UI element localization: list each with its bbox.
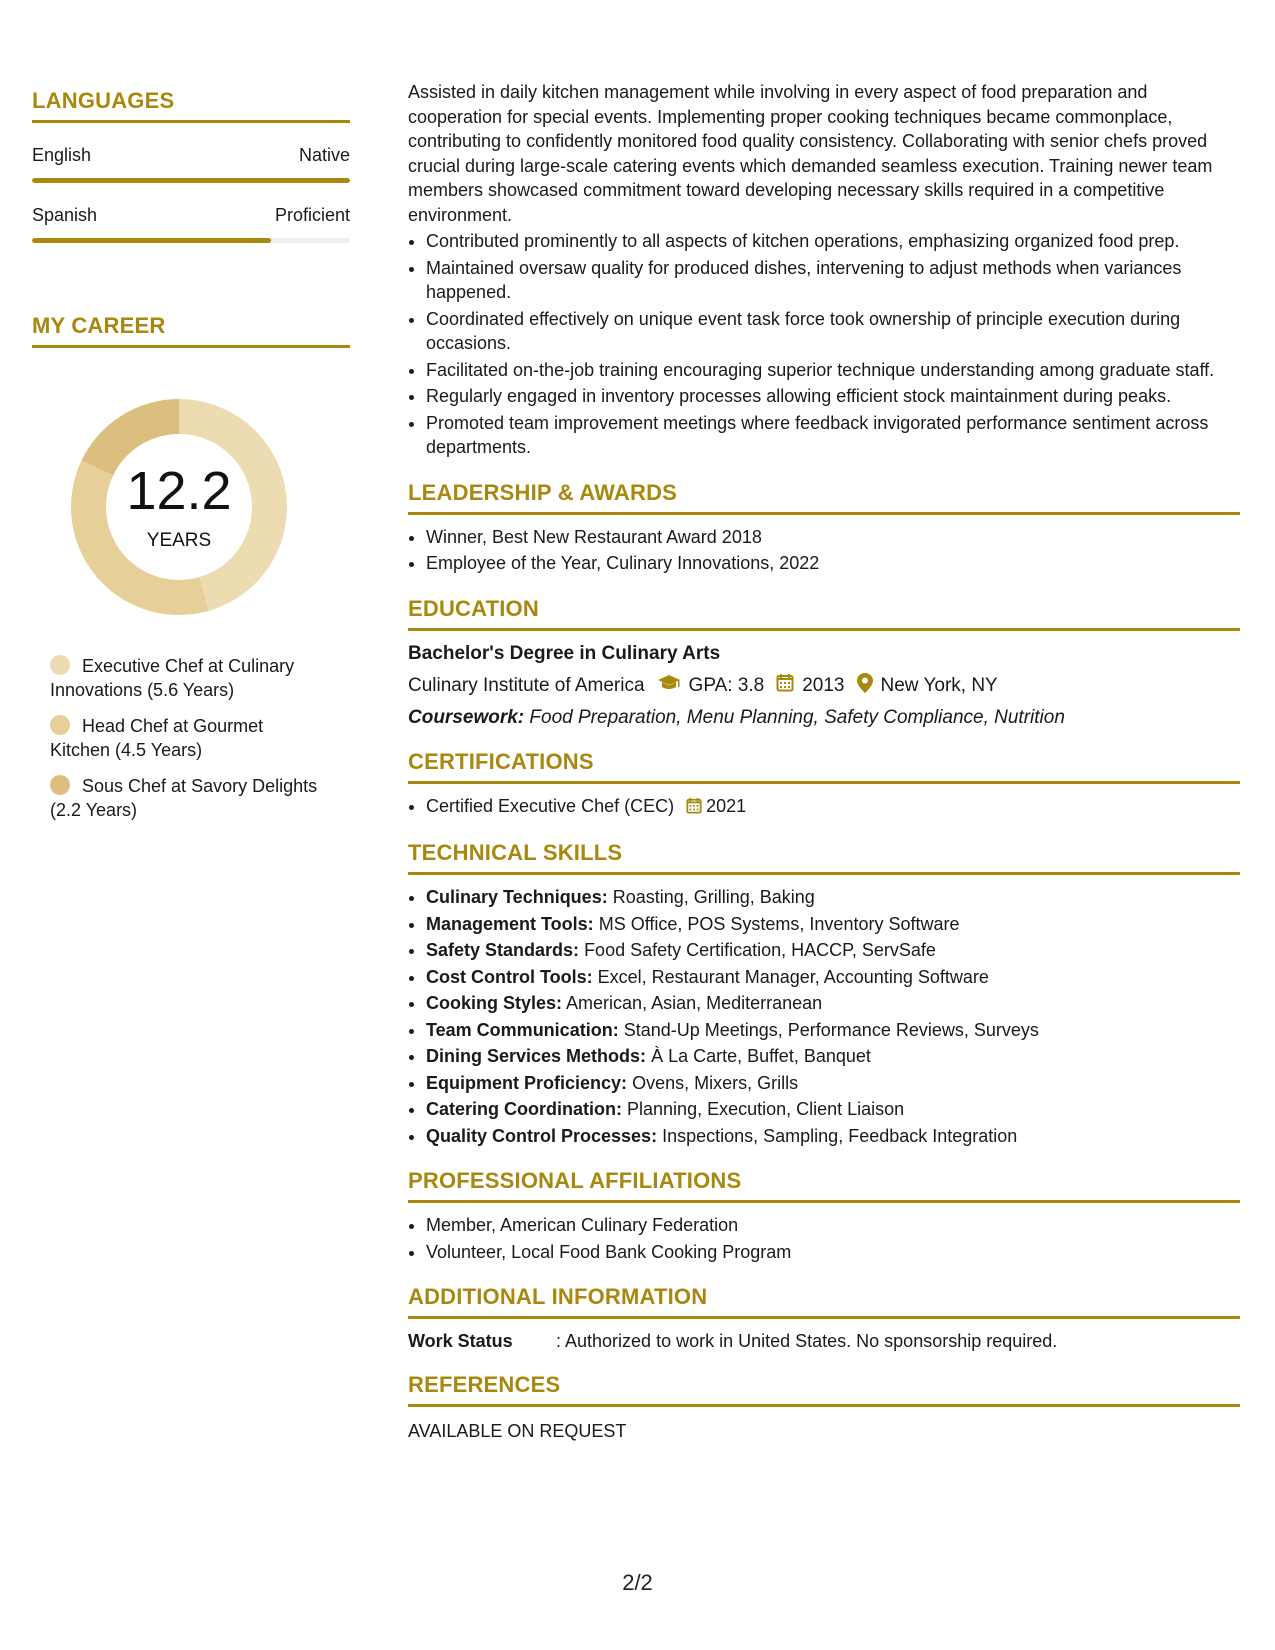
skill-item — [426, 1124, 1240, 1149]
affiliation-item: • Member, American Culinary Federation — [426, 1213, 1240, 1238]
career-legend — [50, 654, 350, 822]
experience-bullet: • Contributed prominently to all aspects of kitchen operations, emphasizing organized food prep. — [426, 229, 1240, 254]
skill-label: Cooking Styles: — [426, 993, 563, 1013]
certification-item — [426, 794, 1240, 821]
calendar-icon — [776, 673, 794, 698]
legend-dot-icon — [50, 715, 70, 735]
skill-item — [426, 1071, 1240, 1096]
award-item: • Winner, Best New Restaurant Award 2018 — [426, 525, 1240, 550]
skill-item — [426, 938, 1240, 963]
experience-bullet: • Regularly engaged in inventory processes allowing efficient stock maintainment during peaks. — [426, 384, 1240, 409]
references-section — [408, 1372, 1240, 1442]
skill-item — [426, 885, 1240, 910]
work-status-label: Work Status — [408, 1331, 513, 1351]
language-item — [32, 205, 350, 243]
language-name: English — [32, 145, 92, 165]
skill-value: À La Carte, Buffet, Banquet — [651, 1046, 871, 1066]
career-legend-label: Executive Chef at Culinary Innovations (5.6 Years) — [50, 656, 295, 700]
language-level: Native — [298, 145, 350, 165]
education-degree: Bachelor's Degree in Culinary Arts — [408, 642, 721, 664]
skill-label: Equipment Proficiency: — [426, 1072, 628, 1093]
career-legend-item — [50, 774, 320, 822]
leadership-heading: LEADERSHIP & AWARDS — [408, 480, 1240, 515]
skill-label: Management Tools: — [426, 913, 594, 934]
graduation-cap-icon — [657, 674, 681, 698]
skill-label: Culinary Techniques: — [426, 887, 608, 907]
experience-bullet: • Maintained oversaw quality for produced dishes, intervening to adjust methods when variances happened. — [426, 256, 1240, 305]
page-number: 2/2 — [622, 1570, 653, 1595]
award-item: • Employee of the Year, Culinary Innovations, 2022 — [426, 551, 1240, 576]
skill-label: Quality Control Processes: — [426, 1125, 658, 1146]
references-text: AVAILABLE ON REQUEST — [408, 1421, 627, 1441]
skill-item — [426, 1097, 1240, 1122]
work-status-value: : Authorized to work in United States. No sponsorship required. — [556, 1331, 1058, 1351]
language-proficiency-bar — [32, 178, 350, 183]
skill-item — [426, 1044, 1240, 1069]
technical-skills-heading: TECHNICAL SKILLS — [408, 840, 1240, 875]
skill-value: Ovens, Mixers, Grills — [632, 1072, 799, 1093]
affiliations-section — [408, 1168, 1240, 1264]
skill-label: Dining Services Methods: — [426, 1046, 647, 1066]
education-details — [408, 673, 1240, 699]
career-total-years: 12.2 — [126, 461, 232, 521]
skill-value: Food Safety Certification, HACCP, ServSafe — [584, 940, 936, 960]
skill-item — [426, 965, 1240, 990]
experience-summary: Assisted in daily kitchen management while involving in every aspect of food preparation and cooperation for special events. Implementing proper cooking techniques became commonplace, contributing to confidently monitored food quality consistency. Collaborating with senior chefs proved crucial during large-scale catering events which demanded seamless execution. Training newer team members showcased commitment toward developing necessary skills required in a competitive environment. — [408, 82, 1213, 225]
additional-info-section — [408, 1284, 1240, 1352]
calendar-icon — [686, 796, 702, 821]
affiliations-heading: PROFESSIONAL AFFILIATIONS — [408, 1168, 1240, 1203]
skill-item — [426, 991, 1240, 1016]
references-heading: REFERENCES — [408, 1372, 1240, 1407]
coursework-label: Coursework: — [408, 706, 525, 728]
language-level: Proficient — [274, 205, 350, 225]
skill-value: MS Office, POS Systems, Inventory Software — [598, 913, 960, 934]
education-coursework — [408, 707, 1240, 729]
skill-item — [426, 912, 1240, 937]
affiliation-item: • Volunteer, Local Food Bank Cooking Program — [426, 1240, 1240, 1265]
coursework-value: Food Preparation, Menu Planning, Safety Compliance, Nutrition — [529, 706, 1065, 728]
career-heading: MY CAREER — [32, 313, 350, 348]
certification-year: 2021 — [706, 795, 747, 816]
skill-label: Catering Coordination: — [426, 1099, 622, 1119]
location-pin-icon — [857, 673, 873, 699]
legend-dot-icon — [50, 775, 70, 795]
language-proficiency-fill — [32, 238, 271, 243]
skill-item — [426, 1018, 1240, 1043]
additional-info-heading: ADDITIONAL INFORMATION — [408, 1284, 1240, 1319]
language-proficiency-bar — [32, 238, 350, 243]
education-school: Culinary Institute of America — [408, 674, 645, 696]
experience-bullet: • Facilitated on-the-job training encouraging superior technique understanding among graduate staff. — [426, 358, 1240, 383]
career-legend-label: Head Chef at Gourmet Kitchen (4.5 Years) — [50, 716, 264, 760]
career-total-unit: YEARS — [146, 530, 212, 551]
certification-name: Certified Executive Chef (CEC) — [426, 795, 675, 816]
skill-value: American, Asian, Mediterranean — [566, 993, 823, 1013]
skill-value: Stand-Up Meetings, Performance Reviews, Surveys — [623, 1019, 1039, 1040]
right-column — [408, 80, 1240, 1442]
skill-value: Excel, Restaurant Manager, Accounting Software — [597, 966, 989, 987]
career-legend-item — [50, 654, 320, 702]
education-section — [408, 596, 1240, 729]
education-gpa: GPA: 3.8 — [688, 674, 765, 696]
languages-heading: LANGUAGES — [32, 88, 350, 123]
experience-bullet: • Promoted team improvement meetings where feedback invigorated performance sentiment across departments. — [426, 411, 1240, 460]
skill-label: Cost Control Tools: — [426, 966, 593, 987]
education-location: New York, NY — [880, 674, 998, 696]
certifications-section — [408, 749, 1240, 821]
career-legend-label: Sous Chef at Savory Delights (2.2 Years) — [50, 776, 318, 820]
certifications-heading: CERTIFICATIONS — [408, 749, 1240, 784]
experience-bullet: • Coordinated effectively on unique event task force took ownership of principle execution during occasions. — [426, 307, 1240, 356]
leadership-section — [408, 480, 1240, 576]
skill-value: Planning, Execution, Client Liaison — [627, 1099, 905, 1119]
experience-bullets — [408, 229, 1240, 460]
skill-value: Inspections, Sampling, Feedback Integration — [662, 1125, 1018, 1146]
education-heading: EDUCATION — [408, 596, 1240, 631]
career-legend-item — [50, 714, 320, 762]
education-year: 2013 — [802, 674, 845, 696]
technical-skills-section — [408, 840, 1240, 1148]
left-column — [32, 88, 350, 834]
language-name: Spanish — [32, 205, 98, 225]
career-donut-chart — [64, 392, 294, 622]
skill-label: Team Communication: — [426, 1019, 619, 1040]
language-proficiency-fill — [32, 178, 350, 183]
language-item — [32, 145, 350, 183]
skill-label: Safety Standards: — [426, 940, 580, 960]
skill-value: Roasting, Grilling, Baking — [612, 887, 815, 907]
legend-dot-icon — [50, 655, 70, 675]
